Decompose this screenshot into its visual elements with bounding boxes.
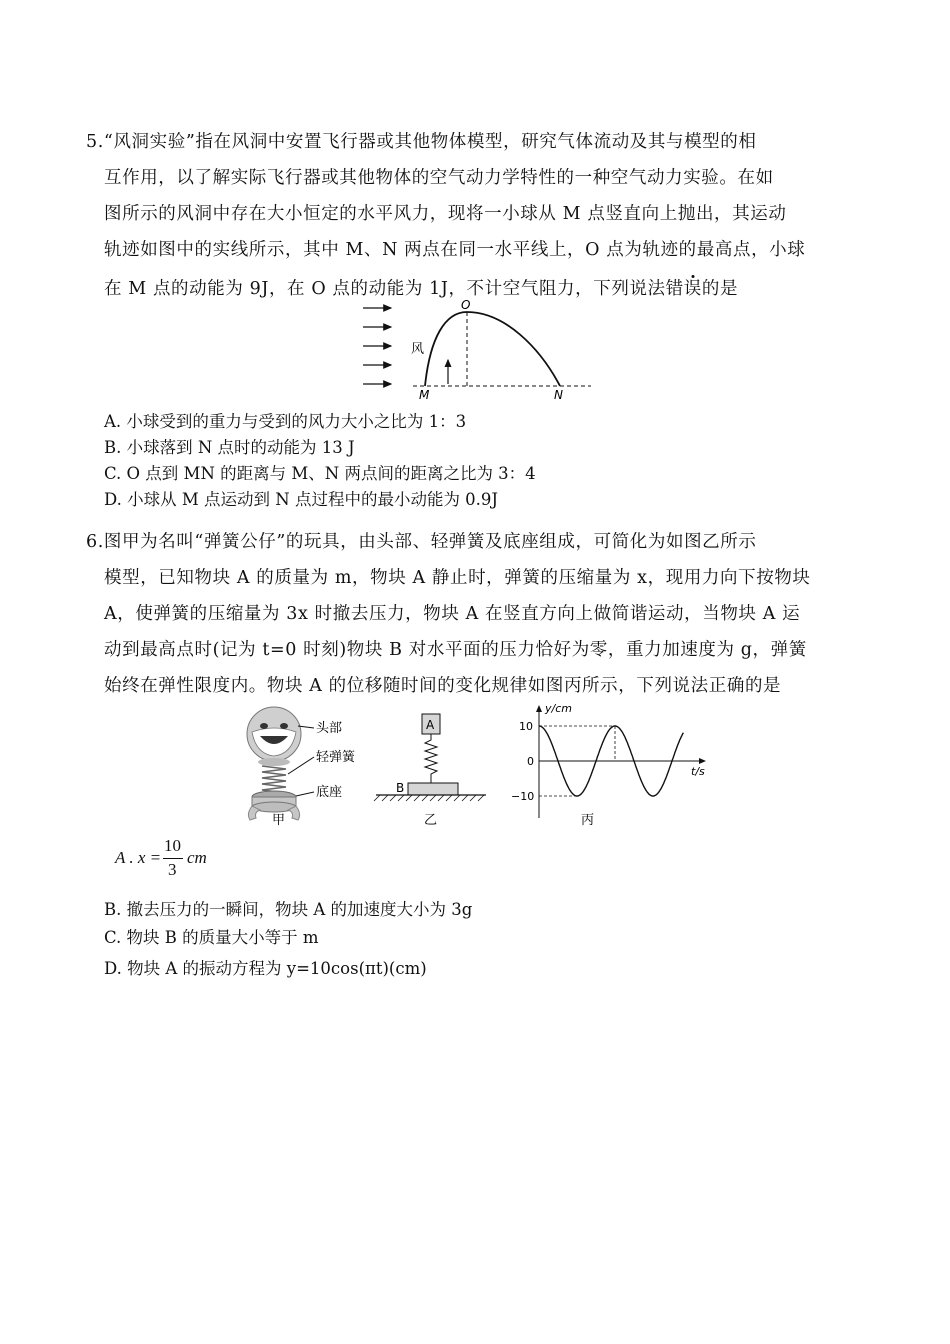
yt-graph [505,700,715,830]
q6-line-5: 始终在弹性限度内。物块 A 的位移随时间的变化规律如图丙所示，下列说法正确的是 [104,676,782,696]
label-M: M [419,388,430,402]
model-figure [372,708,492,830]
q5-line-3: 图所示的风洞中存在大小恒定的水平风力，现将一小球从 M 点竖直向上抛出，其运动 [104,204,787,224]
block-b-label: B [396,781,405,795]
q5-option-c: C. O 点到 MN 的距离与 M、N 两点间的距离之比为 3：4 [104,464,536,483]
tick-bottom: −10 [511,790,535,803]
label-N: N [554,388,563,402]
q5-line-1: 5.“风洞实验”指在风洞中安置飞行器或其他物体模型，研究气体流动及其与模型的相 [86,132,757,152]
caption-yi: 乙 [424,813,438,828]
label-O: O [461,298,471,312]
caption-bing: 丙 [581,813,595,828]
toy-label-head: 头部 [316,721,343,736]
wind-label: 风 [411,342,425,357]
toy-figure [240,702,370,830]
q6-line-1: 6.图甲为名叫“弹簧公仔”的玩具，由头部、轻弹簧及底座组成，可简化为如图乙所示 [86,532,757,552]
option-a-unit: cm [187,848,207,867]
trajectory-curve [425,312,560,386]
q5-option-a: A. 小球受到的重力与受到的风力大小之比为 1：3 [104,412,467,431]
option-a-prefix: A . x = [115,848,162,867]
toy-label-spring: 轻弹簧 [316,750,356,765]
tick-top: 10 [519,720,533,733]
q6-option-c: C. 物块 B 的质量大小等于 m [104,928,319,947]
q6-line-2: 模型，已知物块 A 的质量为 m，物块 A 静止时，弹簧的压缩量为 x，现用力向下按物块 [104,568,811,588]
q5-line-2: 互作用，以了解实际飞行器或其他物体的空气动力学特性的一种空气动力实验。在如 [104,168,774,188]
q5-option-d: D. 小球从 M 点运动到 N 点过程中的最小动能为 0.9J [104,490,499,509]
q5-option-b: B. 小球落到 N 点时的动能为 13 J [104,438,355,457]
block-b [408,783,458,795]
fraction-bar [163,858,183,859]
wind-arrows [363,308,391,384]
caption-jia: 甲 [272,813,286,828]
block-a-label: A [426,718,435,732]
q6-line-4: 动到最高点时(记为 t=0 时刻)物块 B 对水平面的压力恰好为零，重力加速度为 g，弹簧 [104,640,807,660]
toy-spring [262,766,286,793]
q6-line-3: A，使弹簧的压缩量为 3x 时撤去压力，物块 A 在竖直方向上做简谐运动，当物块 A 运 [104,604,801,624]
option-a-numerator: 10 [164,836,181,855]
tick-zero: 0 [527,755,534,768]
toy-head [247,707,301,766]
toy-label-base: 底座 [316,785,343,800]
q5-line-5-before: 在 M 点的动能为 9J，在 O 点的动能为 1J，不计空气阻力，下列说法 [104,279,666,299]
q5-line-4: 轨迹如图中的实线所示，其中 M、N 两点在同一水平线上，O 点为轨迹的最高点，小球 [104,240,806,260]
y-axis-label: y/cm [545,702,572,715]
emphasis-char-cuo: 错 [665,279,684,299]
q6-option-d: D. 物块 A 的振动方程为 y=10cos(πt)(cm) [104,959,427,978]
ground-hatch [374,795,484,801]
q5-trajectory-figure [355,298,595,406]
q5-line-5-after: 的是 [701,279,739,299]
emphasis-char-wu: 误 [683,279,702,299]
q6-option-b: B. 撤去压力的一瞬间，物块 A 的加速度大小为 3g [104,900,473,919]
option-a-denominator: 3 [168,860,177,879]
t-axis-label: t/s [691,765,705,778]
model-spring [425,734,437,783]
